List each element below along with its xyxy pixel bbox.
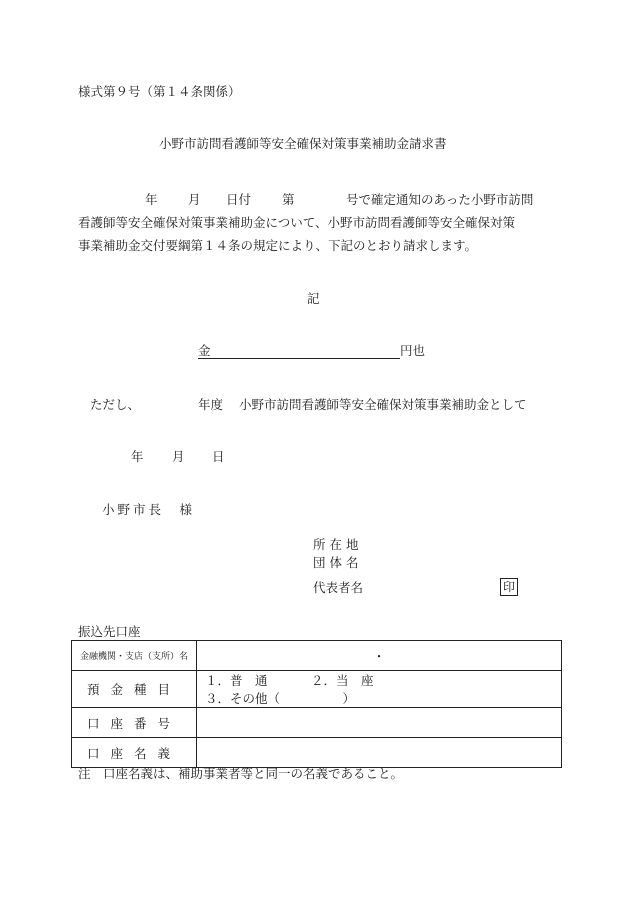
proviso-fiscal-year: 年度 <box>198 397 224 412</box>
account-number-label: 口座番号 <box>72 708 197 738</box>
bank-name-field[interactable]: ・ <box>197 641 562 671</box>
account-holder-note: 注 口座名義は、補助事業者等と同一の名義であること。 <box>78 766 404 781</box>
table-row <box>72 641 562 671</box>
table-row <box>72 671 562 708</box>
address-label: 所在地 <box>313 537 363 552</box>
deposit-option-other[interactable]: ３．その他（ ） <box>205 691 356 706</box>
body-dated: 日付 <box>226 192 252 207</box>
deposit-option-ordinary[interactable]: １．普 通 <box>205 673 268 688</box>
bank-name-label: 金融機関・支店（支所）名 <box>72 641 197 671</box>
proviso-text: 小野市訪問看護師等安全確保対策事業補助金として <box>239 397 527 412</box>
representative-label: 代表者名 <box>313 580 364 595</box>
seal-mark: 印 <box>500 578 518 596</box>
addressee: 小野市長 様 <box>102 502 196 517</box>
org-name-label: 団体名 <box>313 555 363 570</box>
date-month: 月 <box>172 449 185 464</box>
date-day: 日 <box>212 449 225 464</box>
table-row <box>72 708 562 738</box>
amount-suffix: 円也 <box>400 343 426 358</box>
account-holder-label: 口座名義 <box>72 738 197 768</box>
body-number-prefix: 第 <box>282 192 295 207</box>
deposit-type-label: 預金種目 <box>72 671 197 708</box>
body-year: 年 <box>145 192 158 207</box>
proviso-lead: ただし、 <box>90 397 141 412</box>
ki-mark: 記 <box>307 291 320 306</box>
account-holder-field[interactable] <box>197 738 562 768</box>
body-line2: 看護師等安全確保対策事業補助金について、小野市訪問看護師等安全確保対策 <box>78 215 516 230</box>
account-number-field[interactable] <box>197 708 562 738</box>
table-row <box>72 738 562 768</box>
body-line3: 事業補助金交付要綱第１４条の規定により、下記のとおり請求します。 <box>78 238 478 253</box>
amount-underline <box>198 343 400 359</box>
amount-prefix: 金 <box>198 343 211 358</box>
form-number: 様式第９号（第１４条関係） <box>78 84 241 99</box>
bank-account-table <box>71 640 562 768</box>
document-title: 小野市訪問看護師等安全確保対策事業補助金請求書 <box>159 136 447 151</box>
body-month: 月 <box>188 192 201 207</box>
bank-heading: 振込先口座 <box>78 624 141 639</box>
date-year: 年 <box>131 449 144 464</box>
deposit-type-options <box>197 671 562 708</box>
deposit-option-current[interactable]: ２．当 座 <box>311 673 374 688</box>
body-line1-rest: 号で確定通知のあった小野市訪問 <box>346 192 534 207</box>
